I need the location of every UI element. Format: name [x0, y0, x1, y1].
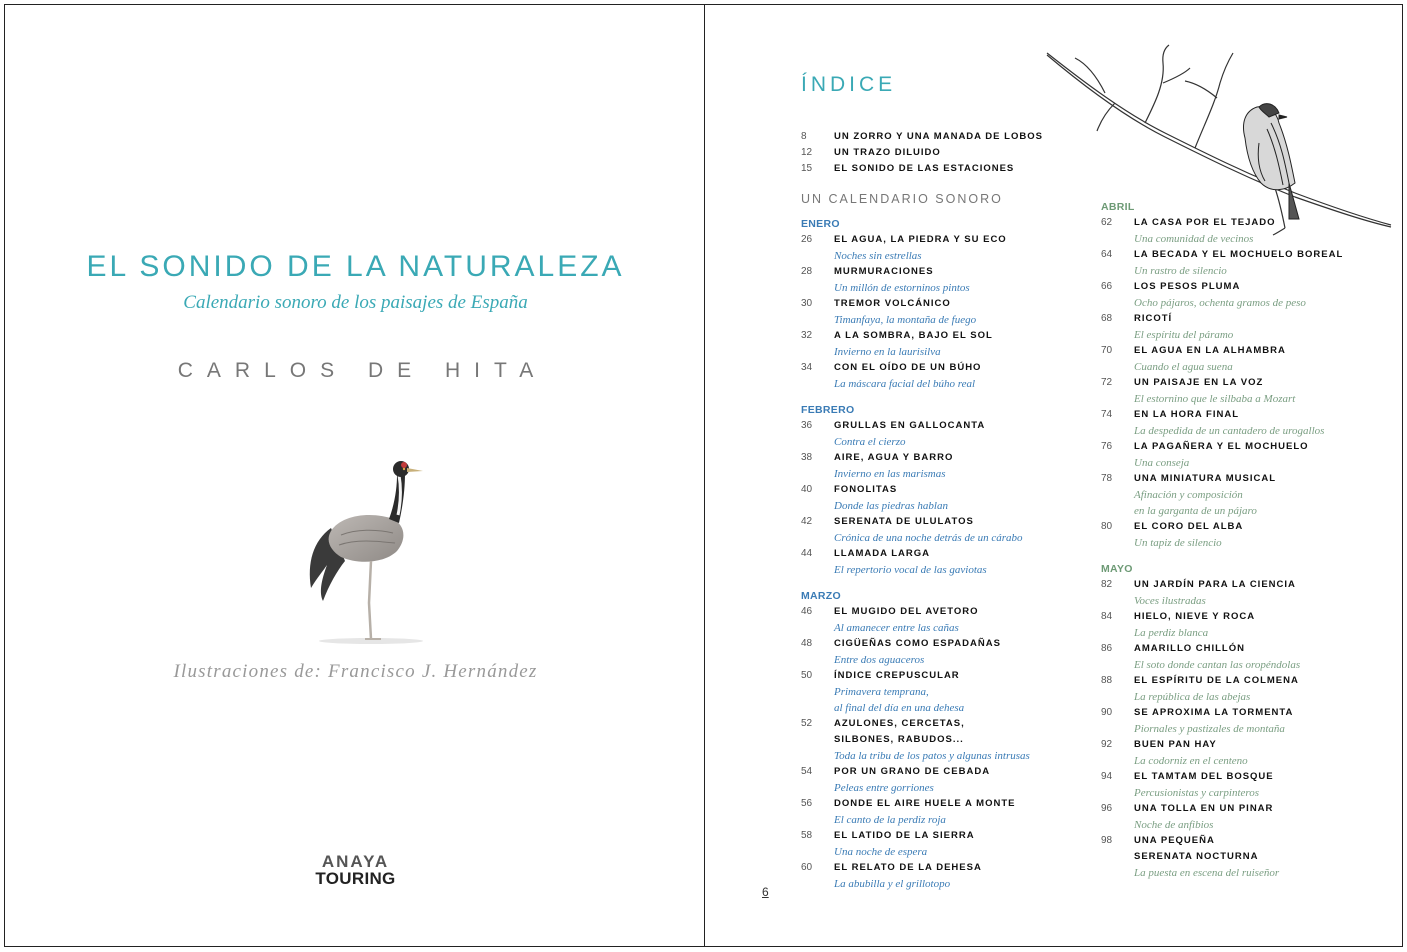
toc-page-number: 46	[801, 606, 813, 617]
toc-subtitle: Un millón de estorninos pintos	[834, 282, 970, 294]
toc-entry[interactable]	[801, 482, 1071, 514]
toc-page-number: 84	[1101, 611, 1113, 622]
intro-list	[801, 129, 1061, 177]
toc-entry[interactable]	[1101, 311, 1371, 343]
toc-entry[interactable]	[801, 668, 1071, 716]
toc-entry[interactable]	[801, 636, 1071, 668]
toc-title: EL MUGIDO DEL AVETORO	[834, 606, 979, 617]
toc-entry[interactable]	[1101, 705, 1371, 737]
toc-subtitle: en la garganta de un pájaro	[1134, 505, 1257, 517]
toc-title: CON EL OÍDO DE UN BÚHO	[834, 362, 982, 373]
toc-title: HIELO, NIEVE Y ROCA	[1134, 611, 1256, 622]
toc-entry[interactable]	[801, 161, 1061, 177]
toc-subtitle: El soto donde cantan las oropéndolas	[1134, 659, 1301, 671]
toc-title: UN TRAZO DILUIDO	[834, 147, 941, 158]
toc-subtitle: Peleas entre gorriones	[834, 782, 934, 794]
toc-page-number: 34	[801, 362, 813, 373]
publisher-line-1: ANAYA	[321, 852, 390, 871]
toc-title: SERENATA DE ULULATOS	[834, 516, 974, 527]
toc-page-number: 44	[801, 548, 813, 559]
toc-subtitle: Invierno en la laurisilva	[834, 346, 941, 358]
toc-subtitle: El espíritu del páramo	[1134, 329, 1234, 341]
toc-column-left	[801, 216, 1071, 892]
month-group-abril	[1101, 199, 1371, 551]
toc-entry[interactable]	[1101, 609, 1371, 641]
toc-page-number: 72	[1101, 377, 1113, 388]
toc-subtitle: Contra el cierzo	[834, 436, 906, 448]
toc-title: AIRE, AGUA Y BARRO	[834, 452, 954, 463]
month-group-marzo	[801, 588, 1071, 892]
toc-subtitle: Percusionistas y carpinteros	[1134, 787, 1260, 799]
toc-entry[interactable]	[801, 129, 1061, 145]
toc-page-number: 98	[1101, 835, 1113, 846]
toc-entry[interactable]	[801, 716, 1071, 764]
toc-subtitle: La puesta en escena del ruiseñor	[1134, 867, 1280, 879]
toc-page-number: 36	[801, 420, 813, 431]
toc-page-number: 30	[801, 298, 813, 309]
toc-page-number: 26	[801, 234, 813, 245]
toc-title: CIGÜEÑAS COMO ESPADAÑAS	[834, 638, 1001, 649]
toc-page-number: 12	[801, 147, 813, 158]
month-heading: MAYO	[1101, 563, 1133, 575]
toc-title: A LA SOMBRA, BAJO EL SOL	[834, 330, 993, 341]
toc-title: LOS PESOS PLUMA	[1134, 281, 1241, 292]
publisher-line-2: TOURING	[315, 869, 396, 888]
toc-subtitle: La perdiz blanca	[1134, 627, 1209, 639]
toc-title: BUEN PAN HAY	[1134, 739, 1217, 750]
month-heading: ABRIL	[1101, 201, 1135, 213]
toc-subtitle: Ocho pájaros, ochenta gramos de peso	[1134, 297, 1306, 309]
toc-page-number: 66	[1101, 281, 1113, 292]
book-title: EL SONIDO DE LA NATURALEZA	[86, 250, 625, 283]
toc-entry[interactable]	[801, 264, 1071, 296]
toc-page-number: 42	[801, 516, 813, 527]
toc-page-number: 56	[801, 798, 813, 809]
left-page	[4, 4, 705, 947]
toc-page-number: 82	[1101, 579, 1113, 590]
toc-title: MURMURACIONES	[834, 266, 934, 277]
toc-title: UN JARDÍN PARA LA CIENCIA	[1134, 579, 1296, 590]
toc-entry[interactable]	[1101, 801, 1371, 833]
month-group-mayo	[1101, 561, 1371, 881]
toc-subtitle: La codorniz en el centeno	[1134, 755, 1248, 767]
toc-title: RICOTÍ	[1134, 313, 1173, 324]
toc-page-number: 94	[1101, 771, 1113, 782]
toc-title: ÍNDICE CREPUSCULAR	[834, 670, 960, 681]
toc-page-number: 60	[801, 862, 813, 873]
toc-subtitle: Entre dos aguaceros	[834, 654, 925, 666]
toc-entry[interactable]	[1101, 247, 1371, 279]
toc-page-number: 86	[1101, 643, 1113, 654]
toc-entry[interactable]	[1101, 343, 1371, 375]
toc-title: EL AGUA EN LA ALHAMBRA	[1134, 345, 1286, 356]
toc-page-number: 58	[801, 830, 813, 841]
month-heading: MARZO	[801, 590, 841, 602]
toc-entry[interactable]	[1101, 439, 1371, 471]
toc-page-number: 88	[1101, 675, 1113, 686]
toc-subtitle: La máscara facial del búho real	[834, 378, 976, 390]
toc-title: EL LATIDO DE LA SIERRA	[834, 830, 975, 841]
toc-subtitle: Una conseja	[1134, 457, 1190, 469]
toc-entry[interactable]	[801, 546, 1071, 578]
toc-page-number: 64	[1101, 249, 1113, 260]
toc-subtitle: Un tapiz de silencio	[1134, 537, 1222, 549]
toc-page-number: 92	[1101, 739, 1113, 750]
toc-entry[interactable]	[801, 296, 1071, 328]
toc-subtitle: La república de las abejas	[1134, 691, 1251, 703]
toc-title: EL ESPÍRITU DE LA COLMENA	[1134, 675, 1299, 686]
toc-subtitle: La despedida de un cantadero de urogallos	[1134, 425, 1325, 437]
toc-entry[interactable]	[1101, 407, 1371, 439]
toc-title: AMARILLO CHILLÓN	[1134, 643, 1245, 654]
toc-page-number: 78	[1101, 473, 1113, 484]
toc-entry[interactable]	[1101, 519, 1371, 551]
toc-title: UN PAISAJE EN LA VOZ	[1134, 377, 1264, 388]
toc-subtitle: El estornino que le silbaba a Mozart	[1134, 393, 1296, 405]
toc-title: LA BECADA Y EL MOCHUELO BOREAL	[1134, 249, 1344, 260]
toc-subtitle: Noche de anfibios	[1134, 819, 1214, 831]
toc-entry[interactable]	[801, 450, 1071, 482]
toc-title: FONOLITAS	[834, 484, 898, 495]
toc-title: UN ZORRO Y UNA MANADA DE LOBOS	[834, 131, 1043, 142]
toc-column-right	[1101, 199, 1371, 881]
toc-page-number: 76	[1101, 441, 1113, 452]
toc-title: POR UN GRANO DE CEBADA	[834, 766, 991, 777]
toc-subtitle: Al amanecer entre las cañas	[834, 622, 959, 634]
toc-page-number: 68	[1101, 313, 1113, 324]
toc-entry[interactable]	[801, 232, 1071, 264]
toc-page-number: 90	[1101, 707, 1113, 718]
toc-title: EL AGUA, LA PIEDRA Y SU ECO	[834, 234, 1007, 245]
toc-page-number: 48	[801, 638, 813, 649]
author-name: CARLOS DE HITA	[177, 359, 548, 382]
toc-page-number: 62	[1101, 217, 1113, 228]
toc-page-number: 74	[1101, 409, 1113, 420]
toc-title: DONDE EL AIRE HUELE A MONTE	[834, 798, 1016, 809]
toc-title: EL RELATO DE LA DEHESA	[834, 862, 982, 873]
toc-title: AZULONES, CERCETAS,	[834, 718, 965, 729]
toc-entry[interactable]	[1101, 673, 1371, 705]
toc-subtitle: La abubilla y el grillotopo	[834, 878, 951, 890]
toc-subtitle: Una comunidad de vecinos	[1134, 233, 1254, 245]
toc-entry[interactable]	[801, 418, 1071, 450]
toc-entry[interactable]	[1101, 769, 1371, 801]
toc-page-number: 54	[801, 766, 813, 777]
toc-subtitle: Un rastro de silencio	[1134, 265, 1227, 277]
toc-subtitle: El repertorio vocal de las gaviotas	[834, 564, 987, 576]
toc-subtitle: Cuando el agua suena	[1134, 361, 1233, 373]
illustrator-credit: Ilustraciones de: Francisco J. Hernández	[173, 661, 538, 682]
index-title: ÍNDICE	[801, 73, 897, 96]
toc-title-continued: SILBONES, RABUDOS...	[834, 734, 964, 745]
toc-page-number: 38	[801, 452, 813, 463]
toc-subtitle: Invierno en las marismas	[834, 468, 946, 480]
toc-subtitle: al final del día en una dehesa	[834, 702, 965, 714]
toc-entry[interactable]	[1101, 641, 1371, 673]
toc-subtitle: Primavera temprana,	[834, 686, 929, 698]
toc-subtitle: El canto de la perdiz roja	[834, 814, 946, 826]
toc-title: UNA PEQUEÑA	[1134, 835, 1215, 846]
toc-entry[interactable]	[801, 360, 1071, 392]
publisher-logo	[5, 853, 705, 887]
toc-entry[interactable]	[1101, 833, 1371, 881]
toc-page-number: 52	[801, 718, 813, 729]
crane-illustration	[301, 453, 431, 648]
toc-subtitle: Piornales y pastizales de montaña	[1134, 723, 1285, 735]
toc-entry[interactable]	[801, 796, 1071, 828]
toc-title: EL SONIDO DE LAS ESTACIONES	[834, 163, 1015, 174]
toc-entry[interactable]	[1101, 471, 1371, 519]
toc-title: SE APROXIMA LA TORMENTA	[1134, 707, 1294, 718]
toc-page-number: 28	[801, 266, 813, 277]
page-number: 6	[762, 885, 769, 899]
toc-page-number: 50	[801, 670, 813, 681]
month-group-febrero	[801, 402, 1071, 578]
toc-page-number: 40	[801, 484, 813, 495]
toc-title: LA PAGAÑERA Y EL MOCHUELO	[1134, 441, 1309, 452]
toc-subtitle: Crónica de una noche detrás de un cárabo	[834, 532, 1023, 544]
month-group-enero	[801, 216, 1071, 392]
toc-title: GRULLAS EN GALLOCANTA	[834, 420, 986, 431]
toc-subtitle: Noches sin estrellas	[834, 250, 922, 262]
toc-entry[interactable]	[1101, 577, 1371, 609]
toc-title: EL CORO DEL ALBA	[1134, 521, 1244, 532]
toc-title: TREMOR VOLCÁNICO	[834, 298, 951, 309]
month-heading: FEBRERO	[801, 404, 855, 416]
toc-entry[interactable]	[801, 828, 1071, 860]
toc-entry[interactable]	[801, 860, 1071, 892]
toc-entry[interactable]	[801, 764, 1071, 796]
toc-subtitle: Donde las piedras hablan	[834, 500, 948, 512]
toc-entry[interactable]	[801, 514, 1071, 546]
month-heading: ENERO	[801, 218, 840, 230]
toc-title: UNA MINIATURA MUSICAL	[1134, 473, 1277, 484]
toc-page-number: 96	[1101, 803, 1113, 814]
toc-title-continued: SERENATA NOCTURNA	[1134, 851, 1259, 862]
toc-entry[interactable]	[801, 604, 1071, 636]
toc-entry[interactable]	[1101, 215, 1371, 247]
toc-page-number: 15	[801, 163, 813, 174]
toc-page-number: 32	[801, 330, 813, 341]
toc-subtitle: Voces ilustradas	[1134, 595, 1206, 607]
toc-entry[interactable]	[1101, 737, 1371, 769]
toc-page-number: 70	[1101, 345, 1113, 356]
toc-title: LA CASA POR EL TEJADO	[1134, 217, 1276, 228]
toc-subtitle: Timanfaya, la montaña de fuego	[834, 314, 977, 326]
toc-subtitle: Toda la tribu de los patos y algunas intrusas	[834, 750, 1030, 762]
toc-title: EN LA HORA FINAL	[1134, 409, 1240, 420]
toc-title: EL TAMTAM DEL BOSQUE	[1134, 771, 1274, 782]
right-page	[704, 4, 1403, 947]
toc-subtitle: Una noche de espera	[834, 846, 928, 858]
toc-title: UNA TOLLA EN UN PINAR	[1134, 803, 1274, 814]
section-heading: UN CALENDARIO SONORO	[801, 192, 1003, 206]
toc-page-number: 80	[1101, 521, 1113, 532]
toc-title: LLAMADA LARGA	[834, 548, 931, 559]
toc-entry[interactable]	[1101, 279, 1371, 311]
toc-entry[interactable]	[1101, 375, 1371, 407]
toc-entry[interactable]	[801, 328, 1071, 360]
book-subtitle: Calendario sonoro de los paisajes de España	[183, 292, 528, 313]
toc-entry[interactable]	[801, 145, 1061, 161]
toc-page-number: 8	[801, 131, 807, 142]
toc-subtitle: Afinación y composición	[1134, 489, 1243, 501]
